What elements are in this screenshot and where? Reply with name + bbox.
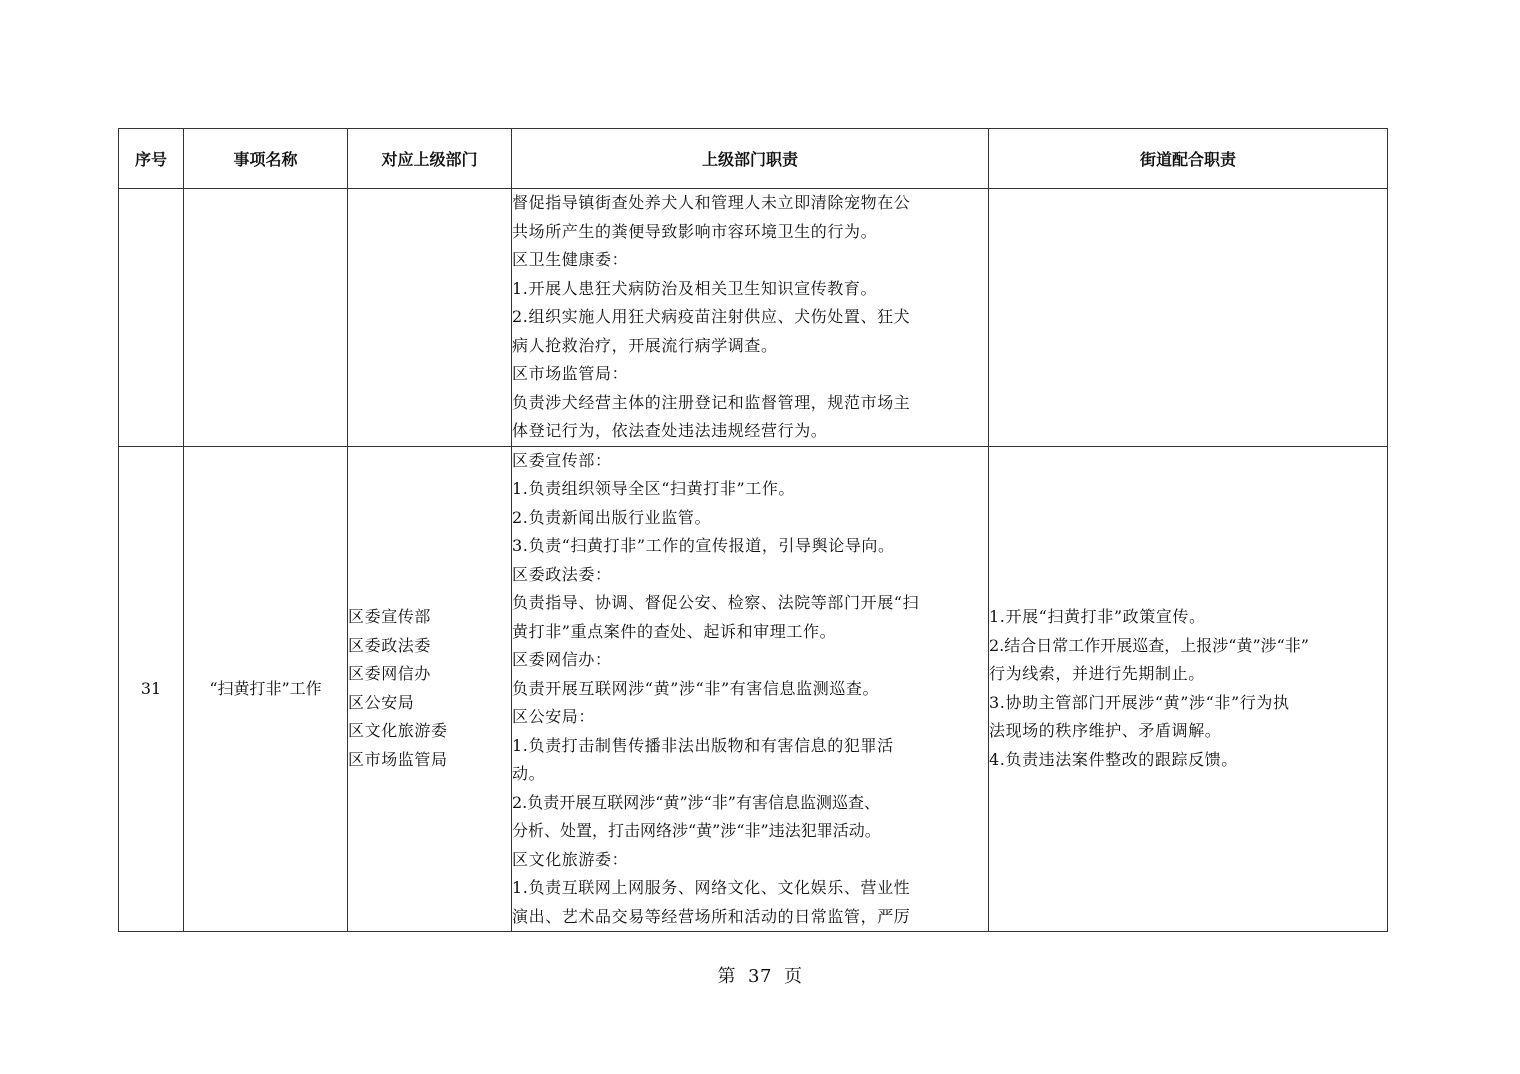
- table-header-row: [119, 129, 1388, 189]
- street-duty-line: 1.开展“扫黄打非”政策宣传。: [989, 607, 1206, 627]
- row-item-name: [184, 189, 348, 447]
- row-item-name: “扫黄打非”工作: [184, 446, 348, 932]
- header-item-name: 事项名称: [184, 129, 348, 189]
- street-duty-line: 2.结合日常工作开展巡查，上报涉“黄”涉“非”: [989, 635, 1309, 655]
- duty-line: 区委宣传部：: [512, 450, 612, 470]
- duty-line: 区文化旅游委：: [512, 849, 629, 869]
- department-line: 区文化旅游委: [348, 721, 448, 741]
- duty-line: 区委政法委：: [512, 564, 612, 584]
- department-line: 区委宣传部: [348, 607, 432, 627]
- row-street-duties: [989, 189, 1388, 447]
- row-seq: [119, 189, 184, 447]
- duty-line: 督促指导镇街查处养犬人和管理人未立即清除宠物在公: [512, 193, 911, 212]
- duty-line: 区公安局：: [512, 707, 596, 726]
- duty-line: 2.负责新闻出版行业监管。: [512, 507, 712, 527]
- header-superior-dept: 对应上级部门: [348, 129, 512, 189]
- street-duty-line: 行为线索，并进行先期制止。: [989, 664, 1205, 684]
- duty-line: 区市场监管局：: [512, 364, 629, 383]
- duty-line: 病人抢救治疗，开展流行病学调查。: [512, 335, 778, 355]
- duty-line: 共场所产生的粪便导致影响市容环境卫生的行为。: [512, 221, 878, 241]
- header-street-duties: 街道配合职责: [989, 129, 1388, 189]
- duty-line: 1.负责互联网上网服务、网络文化、文化娱乐、营业性: [512, 878, 911, 897]
- table-row: [119, 189, 1388, 447]
- department-line: 区委网信办: [348, 664, 432, 684]
- duty-line: 体登记行为，依法查处违法违规经营行为。: [512, 421, 828, 440]
- department-line: 区委政法委: [348, 635, 432, 655]
- duty-line: 负责指导、协调、督促公安、检察、法院等部门开展“扫: [512, 593, 920, 612]
- page-number-suffix: 页: [783, 966, 803, 987]
- page-number: [0, 962, 1520, 988]
- department-line: 区市场监管局: [348, 749, 448, 769]
- street-duty-line: 法现场的秩序维护、矛盾调解。: [989, 721, 1222, 741]
- duty-line: 黄打非”重点案件的查处、起诉和审理工作。: [512, 621, 837, 641]
- row-departments: [348, 446, 512, 932]
- duty-line: 1.负责打击制售传播非法出版物和有害信息的犯罪活: [512, 735, 894, 755]
- responsibility-table-container: [118, 128, 1387, 926]
- row-superior-duties: [512, 189, 989, 447]
- duty-line: 负责涉犬经营主体的注册登记和监督管理，规范市场主: [512, 392, 911, 412]
- row-seq: 31: [119, 446, 184, 932]
- row-departments: [348, 189, 512, 447]
- page-number-prefix: 第: [717, 966, 737, 987]
- duty-line: 动。: [512, 764, 546, 783]
- duty-line: 1.负责组织领导全区“扫黄打非”工作。: [512, 479, 796, 498]
- responsibility-table: [118, 128, 1388, 932]
- duty-line: 3.负责“扫黄打非”工作的宣传报道，引导舆论导向。: [512, 536, 895, 555]
- table-row: [119, 446, 1388, 932]
- header-seq: 序号: [119, 129, 184, 189]
- department-line: 区公安局: [348, 692, 415, 712]
- duty-line: 2.组织实施人用狂犬病疫苗注射供应、犬伤处置、狂犬: [512, 307, 911, 326]
- duty-line: 负责开展互联网涉“黄”涉“非”有害信息监测巡查。: [512, 678, 880, 698]
- duty-line: 演出、艺术品交易等经营场所和活动的日常监管，严厉: [512, 906, 911, 926]
- row-street-duties: [989, 446, 1388, 932]
- page-number-value: 37: [748, 966, 772, 987]
- duty-line: 分析、处置，打击网络涉“黄”涉“非”违法犯罪活动。: [512, 821, 881, 840]
- street-duty-line: 3.协助主管部门开展涉“黄”涉“非”行为执: [989, 692, 1290, 712]
- duty-line: 区委网信办：: [512, 650, 612, 669]
- duty-line: 1.开展人患狂犬病防治及相关卫生知识宣传教育。: [512, 278, 878, 298]
- row-superior-duties: [512, 446, 989, 932]
- header-superior-duties: 上级部门职责: [512, 129, 989, 189]
- street-duty-line: 4.负责违法案件整改的跟踪反馈。: [989, 749, 1238, 769]
- duty-line: 2.负责开展互联网涉“黄”涉“非”有害信息监测巡查、: [512, 792, 880, 812]
- duty-line: 区卫生健康委：: [512, 250, 629, 269]
